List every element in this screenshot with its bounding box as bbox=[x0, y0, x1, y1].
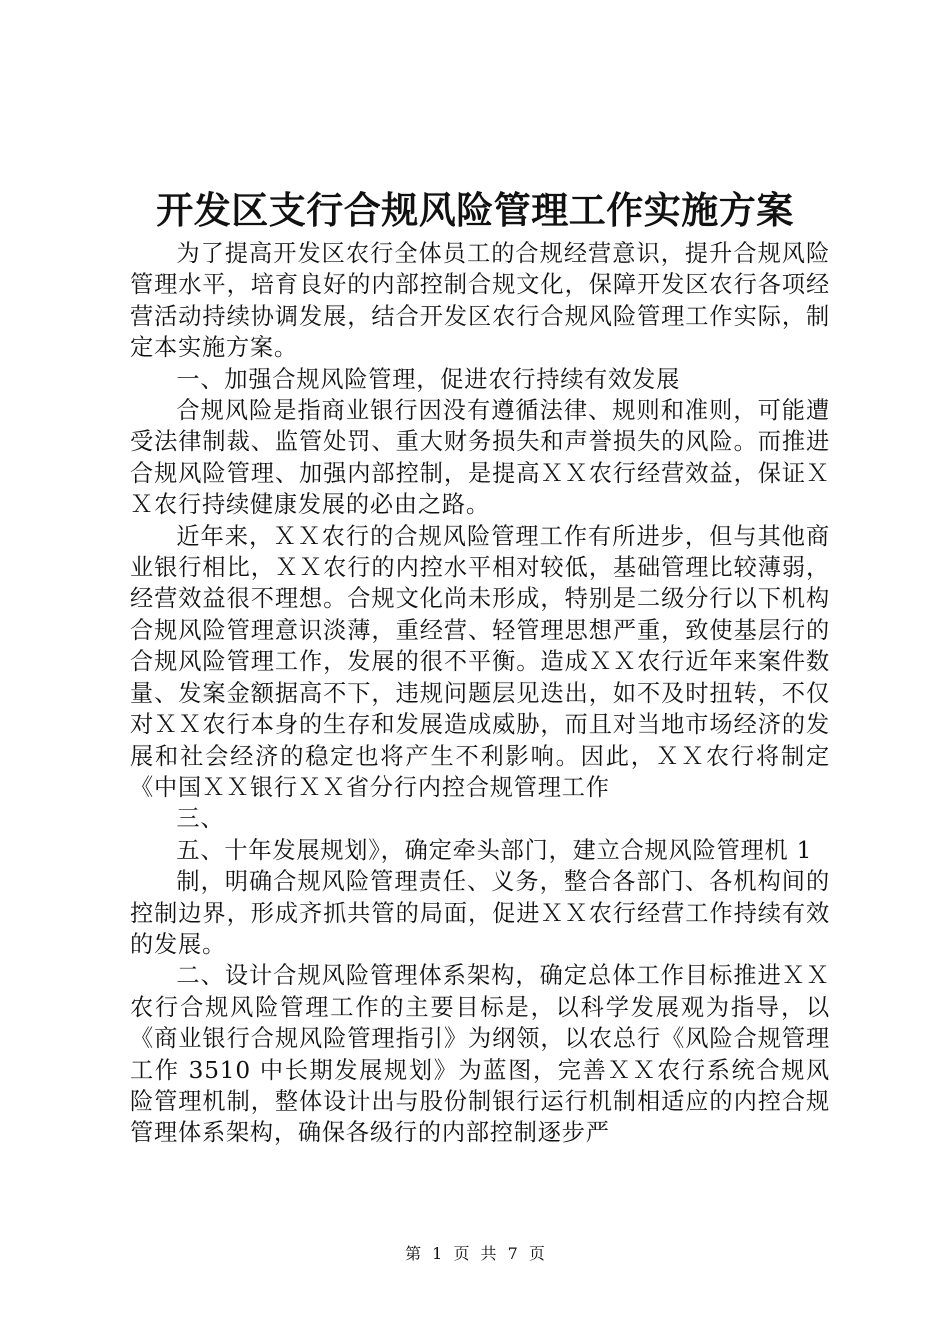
page-number-footer: 第 1 页 共 7 页 bbox=[405, 1244, 545, 1263]
paragraph-fragment-three: 三、 bbox=[176, 805, 225, 833]
paragraph-mechanism: 制，明确合规风险管理责任、义务，整合各部门、各机构间的控制边界，形成齐抓共管的局面，促进ＸＸ农行经营工作持续有效的发展。 bbox=[130, 868, 830, 958]
paragraph-fragment-five: 五、十年发展规划》，确定牵头部门，建立合规风险管理机 1 bbox=[176, 836, 813, 864]
paragraph-recent-years: 近年来，ＸＸ农行的合规风险管理工作有所进步，但与其他商业银行相比，ＸＸ农行的内控水平相对较低，基础管理比较薄弱，经营效益很不理想。合规文化尚未形成，特别是二级分行以下机构合规风险管理意识淡薄，重经营、轻管理思想严重，致使基层行的合规风险管理工作，发展的很不平衡。造成ＸＸ农行近年来案件数量、发案金额据高不下，违规问题层见迭出，如不及时扭转，不仅对ＸＸ农行本身的生存和发展造成威胁，而且对当地市场经济的发展和社会经济的稳定也将产生不利影响。因此，ＸＸ农行将制定《中国ＸＸ银行ＸＸ省分行内控合规管理工作 bbox=[130, 522, 830, 801]
document-body bbox=[130, 238, 830, 1149]
section-heading-1: 一、加强合规风险管理，促进农行持续有效发展 bbox=[176, 365, 681, 393]
paragraph-intro: 为了提高开发区农行全体员工的合规经营意识，提升合规风险管理水平，培育良好的内部控制合规文化，保障开发区农行各项经营活动持续协调发展，结合开发区农行合规风险管理工作实际，制定本实施方案。 bbox=[130, 240, 830, 362]
paragraph-compliance-risk: 合规风险是指商业银行因没有遵循法律、规则和准则，可能遭受法律制裁、监管处罚、重大财务损失和声誉损失的风险。而推进合规风险管理、加强内部控制，是提高ＸＸ农行经营效益，保证ＸＸ农行持续健康发展的必由之路。 bbox=[130, 397, 830, 519]
document-title: 开发区支行合规风险管理工作实施方案 bbox=[156, 188, 794, 232]
section-heading-2-paragraph: 二、设计合规风险管理体系架构，确定总体工作目标推进ＸＸ农行合规风险管理工作的主要目标是，以科学发展观为指导，以《商业银行合规风险管理指引》为纲领，以农总行《风险合规管理工作 3510 中长期发展规划》为蓝图，完善ＸＸ农行系统合规风险管理机制，整体设计出与股份制银行运行机制相适应的内控合规管理体系架构，确保各级行的内部控制逐步严 bbox=[130, 962, 830, 1147]
